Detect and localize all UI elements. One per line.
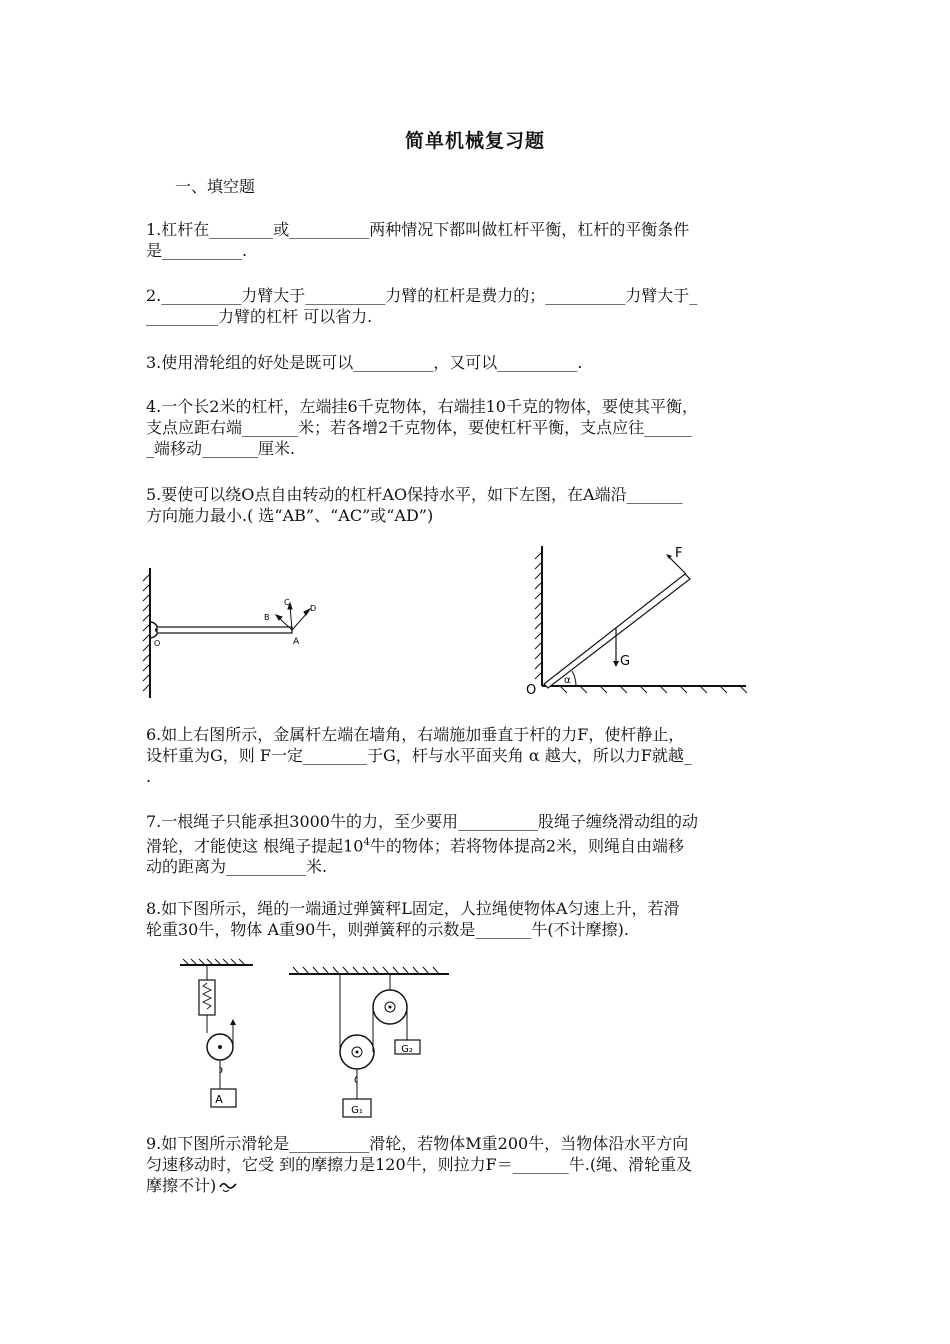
label-alpha: α [564,675,571,686]
question-8 [146,898,816,940]
pulley-figure-2 [285,962,455,1122]
question-7-line-2b: 牛的物体；若将物体提高2米，则绳自由端移 [369,836,685,856]
page-title: 简单机械复习题 [404,130,545,152]
label-D: D [310,604,317,613]
section-heading: 一、填空题 [175,177,256,196]
question-5-line-2: 方向施力最小.( 选“AB”、“AC”或“AD”) [146,506,434,525]
question-7-line-1: 7.一根绳子只能承担3000牛的力，至少要用__________股绳子缠绕滑动组的动 [146,812,698,831]
question-2-line-2: _________力臂的杠杆 可以省力. [146,307,373,326]
question-1 [146,219,816,261]
question-4 [146,396,816,459]
label-G1: G₁ [351,1105,363,1116]
pulley-figure-1 [175,955,260,1115]
label-box-A: A [215,1093,223,1106]
question-9-line-1: 9.如下图所示滑轮是__________滑轮，若物体M重200牛，当物体沿水平方向 [146,1134,689,1153]
question-9-line-3 [146,1175,816,1196]
question-1-line-2: 是__________. [146,241,248,260]
question-6-line-1: 6.如上右图所示，金属杆左端在墙角，右端施加垂直于杆的力F，使杆静止， [146,725,685,744]
label-C: C [284,598,290,607]
question-6 [146,724,816,787]
question-4-line-2: 支点应距右端_______米；若各增2千克物体，要使杠杆平衡，支点应往______ [146,418,693,437]
label-G: G [620,654,631,669]
question-3-line-1: 3.使用滑轮组的好处是既可以__________，又可以__________. [146,353,583,372]
question-7-line-2a: 滑轮，才能使这 根绳子提起10 [146,836,364,856]
question-4-line-1: 4.一个长2米的杠杆，左端挂6千克物体，右端挂10千克的物体，要使其平衡， [146,397,698,416]
question-5 [146,484,816,526]
question-6-line-3: . [146,767,152,786]
question-7 [146,811,816,877]
label-G2: G₂ [401,1044,413,1055]
question-5-line-1: 5.要使可以绕O点自由转动的杠杆AO保持水平，如下左图，在A端沿_______ [146,485,683,504]
question-7-line-3: 动的距离为__________米. [146,857,328,877]
question-2 [146,285,816,327]
question-9 [146,1133,816,1196]
question-8-line-2: 轮重30牛，物体 A重90牛，则弹簧秤的示数是_______牛(不计摩擦). [146,920,629,939]
question-9-line-3-text: 摩擦不计) [146,1176,217,1195]
question-4-line-3: _端移动_______厘米. [146,439,296,458]
label-A: A [293,637,300,647]
exponent: 4 [363,837,370,848]
label-O-right: O [526,683,537,698]
question-1-line-1: 1.杠杆在________或__________两种情况下都叫做杠杆平衡，杠杆的平衡条件 [146,220,690,239]
question-2-line-1: 2.__________力臂大于__________力臂的杠杆是费力的；__________力臂大于_ [146,286,698,305]
question-6-line-2: 设杆重为G，则 F一定________于G，杆与水平面夹角 α 越大，所以力F就越_ [146,746,692,765]
paragraph-mark-icon [219,1181,239,1193]
question-9-line-2: 匀速移动时，它受 到的摩擦力是120牛，则拉力F＝_______牛.(绳、滑轮重及 [146,1155,693,1174]
label-F: F [675,546,683,561]
label-B: B [264,613,270,622]
question-8-line-1: 8.如下图所示，绳的一端通过弹簧秤L固定，人拉绳使物体A匀速上升，若滑 [146,899,680,918]
incline-rod-figure-right [520,540,760,705]
question-3 [146,352,816,373]
lever-figure-left [140,560,340,700]
question-7-line-2 [146,832,816,856]
label-O-left: O [154,639,161,648]
